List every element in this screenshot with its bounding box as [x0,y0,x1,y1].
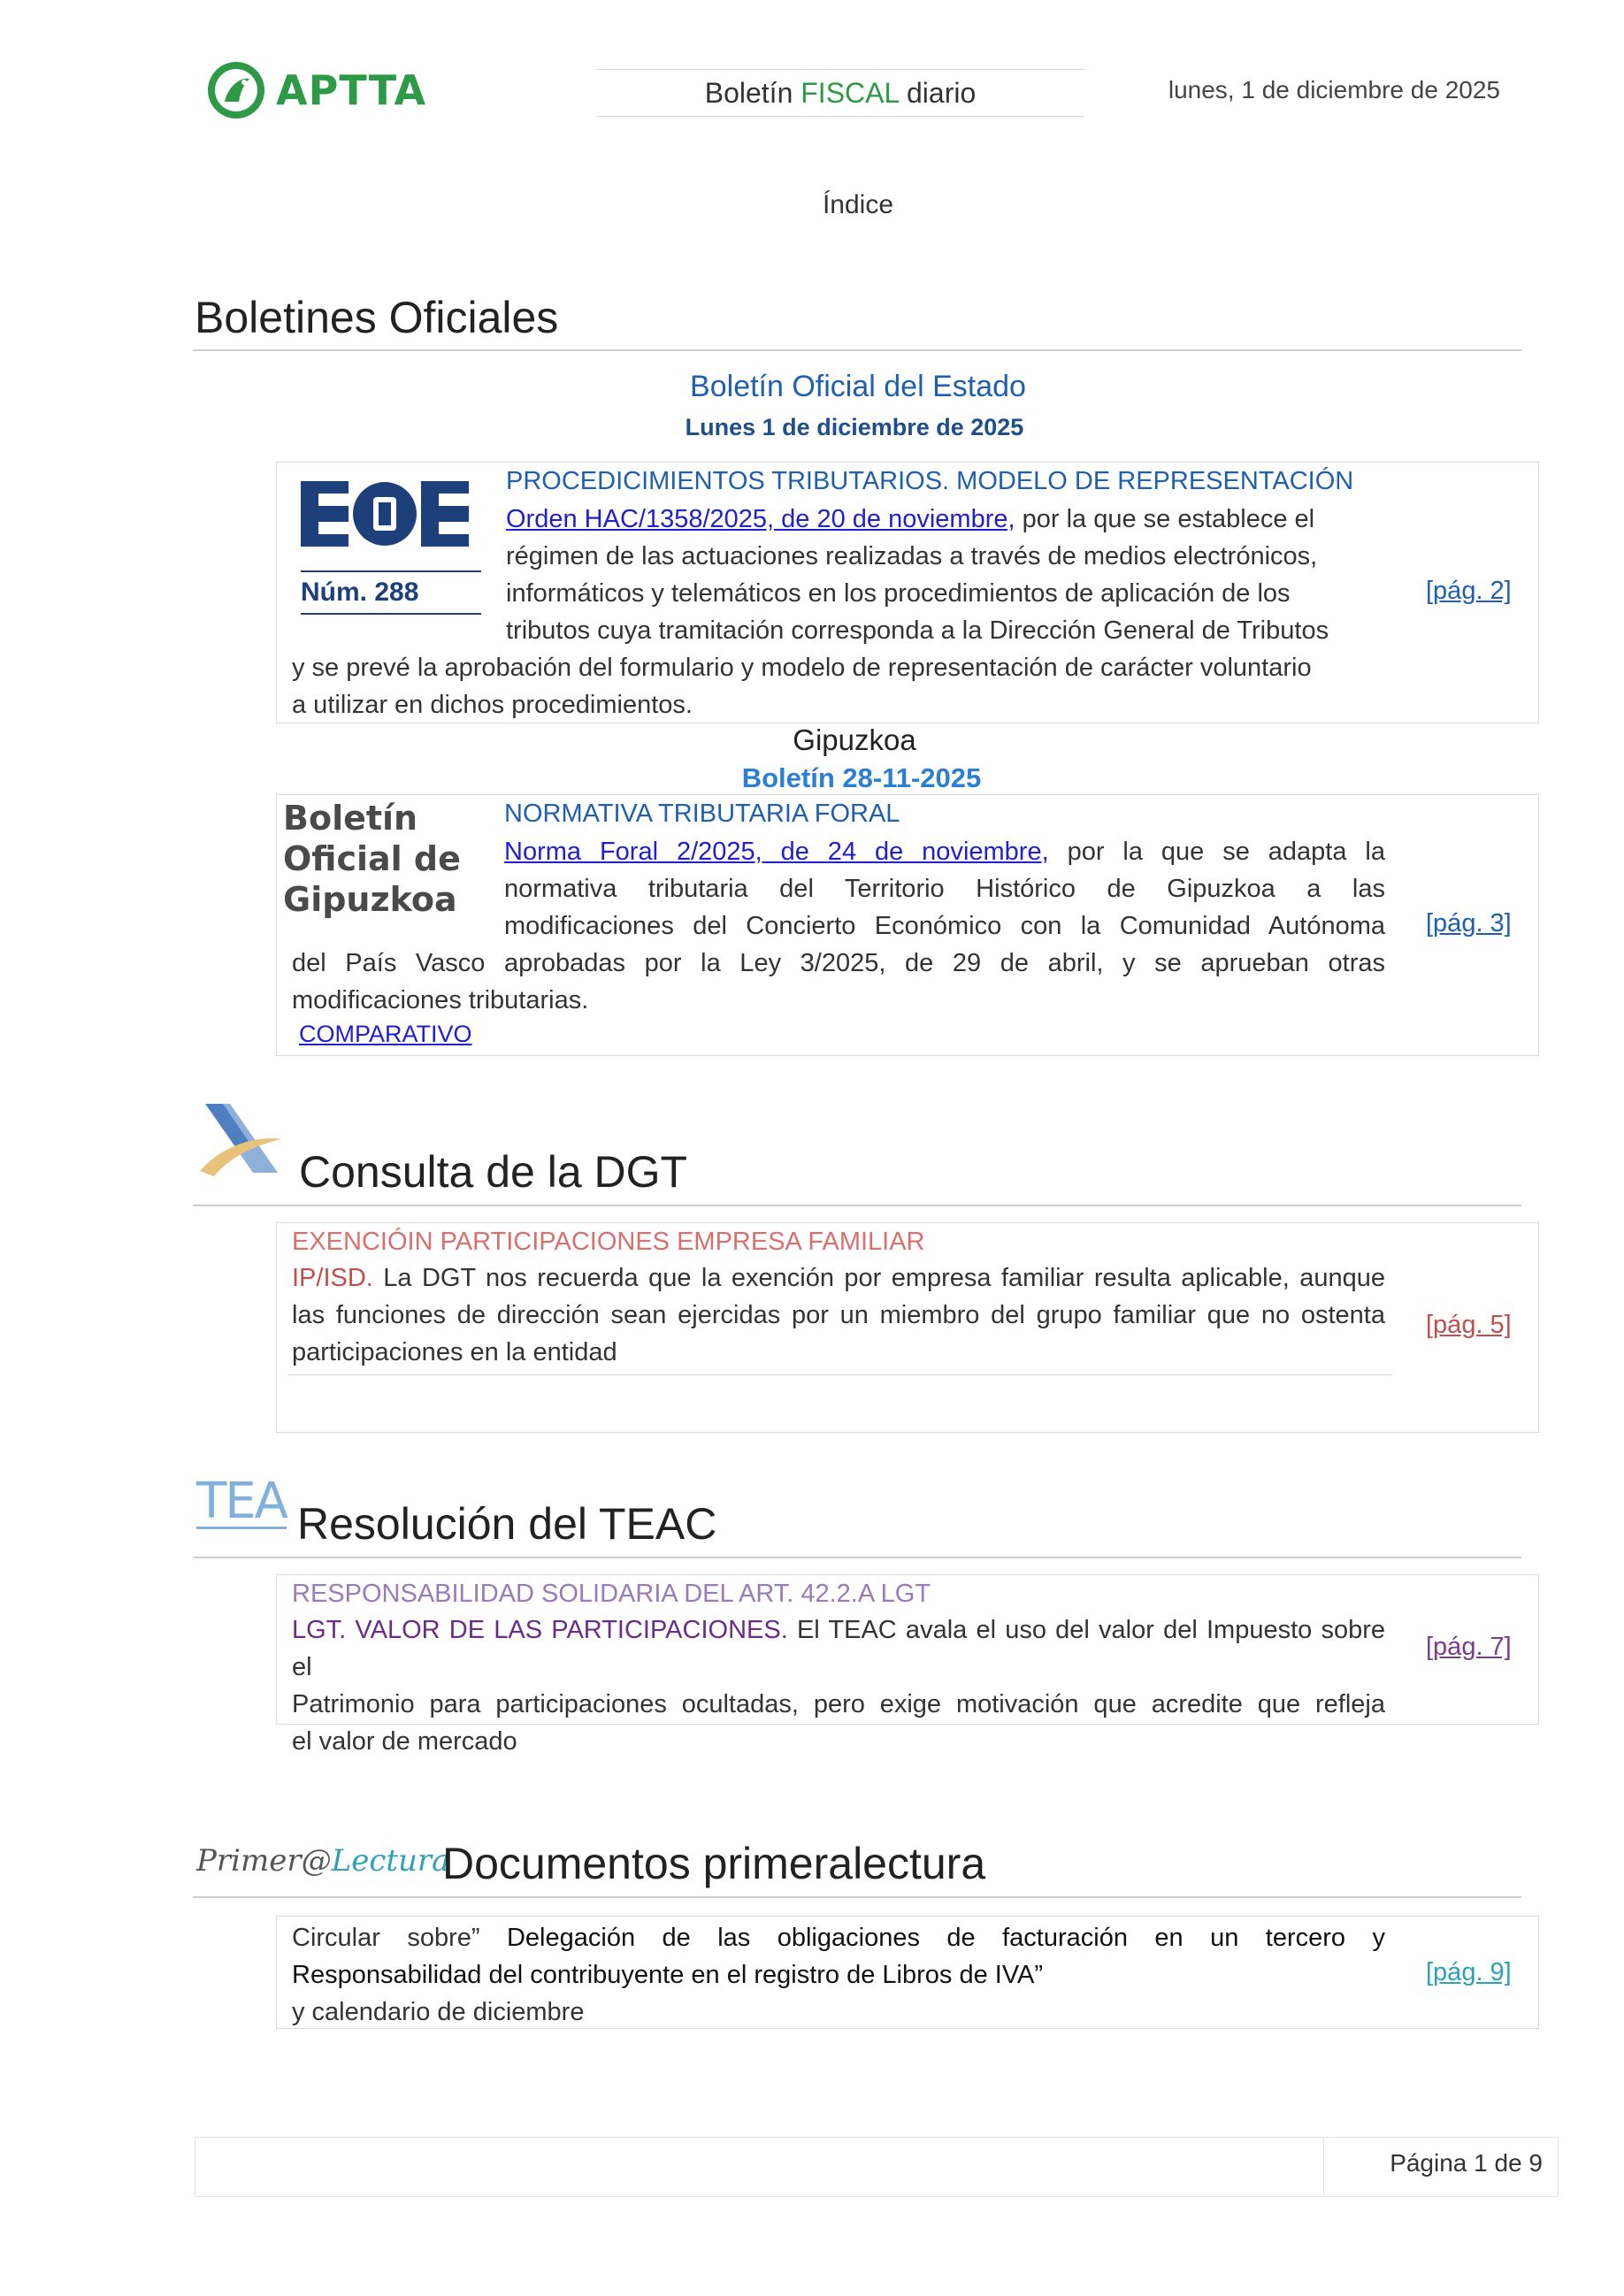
section-title-primeralectura: Documentos primeralectura [442,1839,986,1888]
header-date: lunes, 1 de diciembre de 2025 [1168,76,1500,103]
section-divider [193,1205,1521,1206]
boe-number: Núm. 288 [301,578,419,607]
section-divider [193,349,1521,351]
comparativo-link[interactable]: COMPARATIVO [299,1021,472,1047]
gipuzkoa-logo: Boletín Oficial de Gipuzkoa [283,799,461,919]
boe-page-link[interactable]: [pág. 2] [1426,577,1512,605]
aptta-logo [205,58,462,122]
gipuzkoa-text: Norma Foral 2/2025, de 24 de noviembre, por la que se adapta la normativa tributaria del Territorio Histórico de Gipuzkoa a las modificaciones del Concierto Económico con la Comunidad Autónoma [504,838,1385,940]
dgt-topic: EXENCIÓIN PARTICIPACIONES EMPRESA FAMILIAR [292,1228,925,1256]
section-title-teac: Resolución del TEAC [297,1499,717,1549]
primeralectura-page-link[interactable]: [pág. 9] [1426,1958,1512,1986]
teac-logo: TEA [196,1473,287,1530]
primeralectura-text: Circular sobre” Delegación de las obligaciones de facturación en un tercero y Responsabilidad del contribuyente en el registro de Libros de IVA” y calendario de diciembre [292,1924,1385,2026]
boe-logo-icon [301,478,469,550]
dgt-inner-divider [288,1374,1392,1375]
boe-date: Lunes 1 de diciembre de 2025 [685,414,1024,440]
gipuzkoa-subheading: Boletín 28-11-2025 [741,762,982,793]
bulletin-title-accent: FISCAL [801,77,900,109]
footer-divider [1323,2137,1324,2197]
gipuzkoa-heading: Gipuzkoa [793,723,916,756]
dgt-lead: IP/ISD. [292,1264,373,1292]
section-title-boletines: Boletines Oficiales [195,293,559,342]
primeralectura-logo: Primer@Lectura [196,1843,450,1879]
dgt-page-link[interactable]: [pág. 5] [1426,1311,1512,1339]
aptta-logo-text: APTTA [276,66,427,114]
boe-text: Orden HAC/1358/2025, de 20 de noviembre, por la que se establece el régimen de las actuaciones realizadas a través de medios electrónicos, informáticos y telemáticos en los procedimientos de aplicación de los tributos cuya tramitación corresponda a la Dirección General de Tributos [506,505,1329,645]
boe-order-link[interactable]: Orden HAC/1358/2025, de 20 de noviembre, [506,505,1015,533]
norma-foral-link[interactable]: Norma Foral 2/2025, de 24 de noviembre, [504,838,1049,866]
bulletin-title: Boletín FISCAL diario [596,69,1084,117]
teac-topic: RESPONSABILIDAD SOLIDARIA DEL ART. 42.2.A LGT [292,1580,931,1608]
boe-topic: PROCEDICIMIENTOS TRIBUTARIOS. MODELO DE REPRESENTACIÓN [506,467,1354,495]
section-divider [193,1557,1521,1558]
teac-text: LGT. VALOR DE LAS PARTICIPACIONES. El TEAC avala el uso del valor del Impuesto sobre el Patrimonio para participaciones ocultadas, pero exige motivación que acredite que refleja el valor de mercado [292,1616,1385,1756]
boe-logo [301,478,483,633]
dgt-text: IP/ISD. La DGT nos recuerda que la exención por empresa familiar resulta aplicable, aunque las funciones de dirección sean ejercidas por un miembro del grupo familiar que no ostenta participaciones en la entidad [292,1264,1385,1366]
teac-lead: LGT. VALOR DE LAS PARTICIPACIONES. [292,1616,788,1644]
aeat-logo-icon [196,1100,285,1182]
section-title-dgt: Consulta de la DGT [299,1147,688,1197]
gipuzkoa-text-wrap: del País Vasco aprobadas por la Ley 3/2025, de 29 de abril, y se aprueban otras modificaciones tributarias. [292,949,1385,1014]
page-number: Página 1 de 9 [1390,2149,1543,2177]
index-heading: Índice [822,190,894,219]
gipuzkoa-topic: NORMATIVA TRIBUTARIA FORAL [504,800,900,828]
section-divider [193,1896,1521,1898]
aptta-emblem-icon [205,59,267,121]
teac-page-link[interactable]: [pág. 7] [1426,1633,1512,1661]
boe-text-wrap: y se prevé la aprobación del formulario y modelo de representación de carácter voluntario a utilizar en dichos procedimientos. [292,654,1312,719]
gipuzkoa-page-link[interactable]: [pág. 3] [1426,909,1512,938]
boe-heading: Boletín Oficial del Estado [690,370,1026,403]
